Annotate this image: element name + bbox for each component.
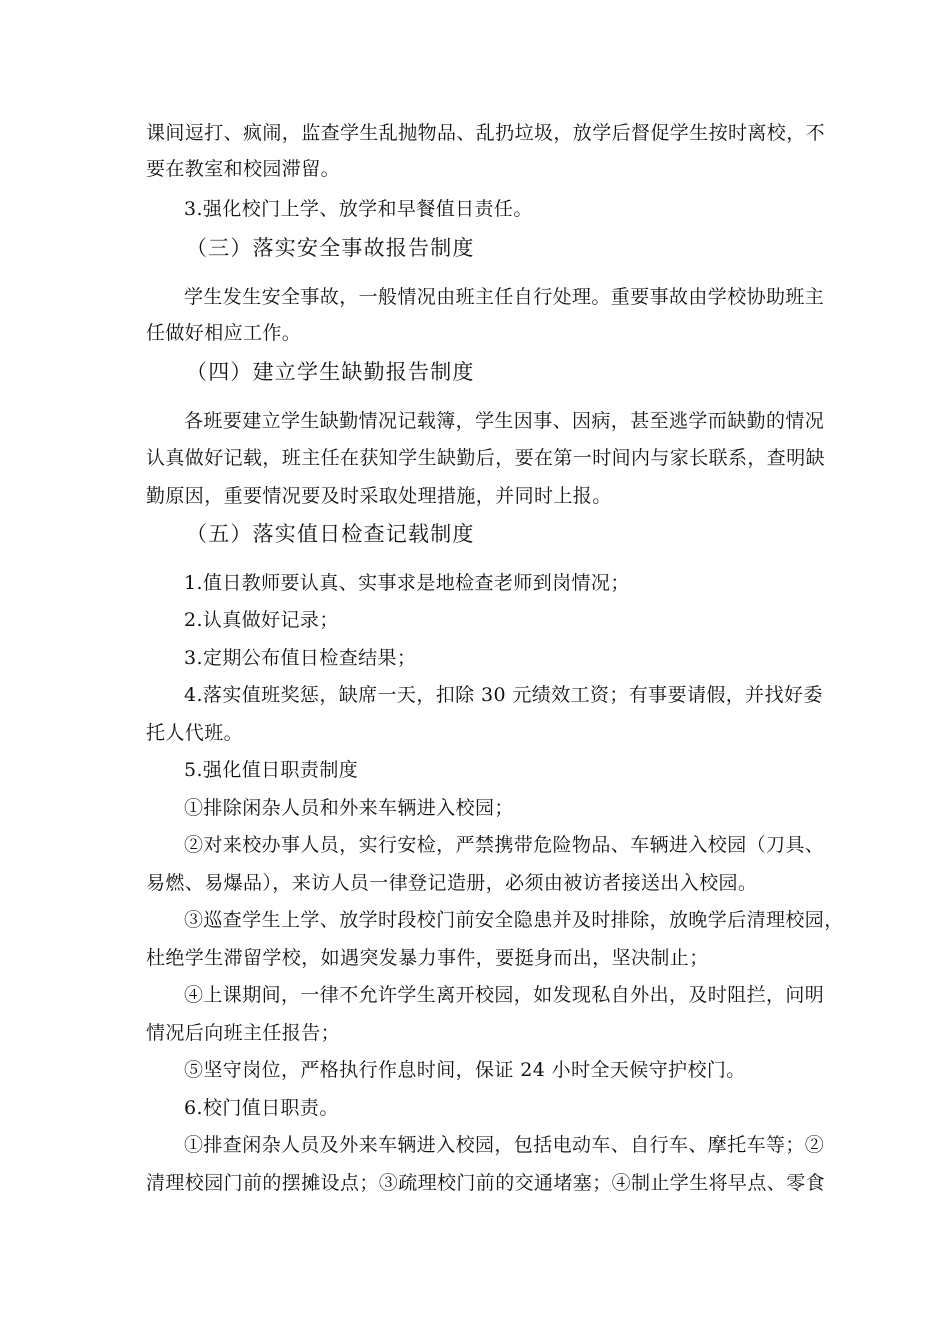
list-item: ④上课期间，一律不允许学生离开校园，如发现私自外出，及时阻拦，问明 <box>184 984 825 1006</box>
body-line: 杜绝学生滞留学校，如遇突发暴力事件，要挺身而出，坚决制止； <box>146 947 709 969</box>
numbered-item: 6.校门值日职责。 <box>184 1097 339 1119</box>
section-heading: （四）建立学生缺勤报告制度 <box>186 360 475 384</box>
list-item: ①排查闲杂人员及外来车辆进入校园，包括电动车、自行车、摩托车等；② <box>184 1134 825 1156</box>
numbered-item: 5.强化值日职责制度 <box>184 759 359 781</box>
body-line: 要在教室和校园滞留。 <box>146 158 341 180</box>
numbered-item: 3.定期公布值日检查结果； <box>184 647 417 669</box>
body-line: 课间逗打、疯闹，监查学生乱抛物品、乱扔垃圾，放学后督促学生按时离校，不 <box>146 122 826 144</box>
body-line: 学生发生安全事故，一般情况由班主任自行处理。重要事故由学校协助班主 <box>184 286 825 308</box>
body-line: 托人代班。 <box>146 722 244 744</box>
body-line: 情况后向班主任报告； <box>146 1022 341 1044</box>
list-item: ①排除闲杂人员和外来车辆进入校园； <box>184 797 514 819</box>
list-item: ③巡查学生上学、放学时段校门前安全隐患并及时排除，放晚学后清理校园， <box>184 909 844 931</box>
numbered-item: 3.强化校门上学、放学和早餐值日责任。 <box>184 198 533 220</box>
list-item: ⑤坚守岗位，严格执行作息时间，保证 24 小时全天候守护校门。 <box>184 1059 746 1081</box>
body-line: 勤原因，重要情况要及时采取处理措施，并同时上报。 <box>146 485 612 507</box>
list-item: ②对来校办事人员，实行安检，严禁携带危险物品、车辆进入校园（刀具、 <box>184 834 825 856</box>
numbered-item: 2.认真做好记录； <box>184 609 339 631</box>
body-line: 清理校园门前的摆摊设点；③疏理校门前的交通堵塞；④制止学生将早点、零食 <box>146 1172 826 1194</box>
body-line: 认真做好记载，班主任在获知学生缺勤后，要在第一时间内与家长联系，查明缺 <box>146 447 826 469</box>
numbered-item: 4.落实值班奖惩，缺席一天，扣除 30 元绩效工资；有事要请假，并找好委 <box>184 684 823 706</box>
numbered-item: 1.值日教师要认真、实事求是地检查老师到岗情况； <box>184 572 630 594</box>
body-line: 易燃、易爆品），来访人员一律登记造册，必须由被访者接送出入校园。 <box>146 872 758 894</box>
section-heading: （五）落实值日检查记载制度 <box>186 522 475 546</box>
body-line: 任做好相应工作。 <box>146 322 302 344</box>
body-line: 各班要建立学生缺勤情况记载簿，学生因事、因病，甚至逃学而缺勤的情况 <box>184 410 825 432</box>
section-heading: （三）落实安全事故报告制度 <box>186 236 475 260</box>
